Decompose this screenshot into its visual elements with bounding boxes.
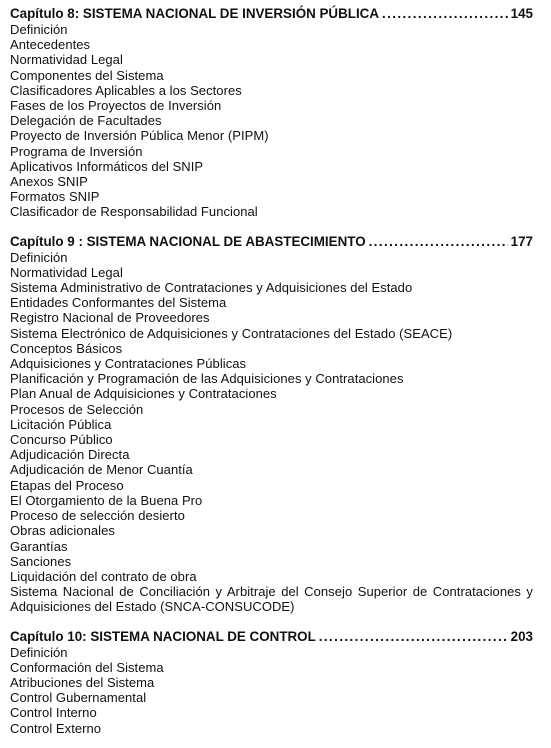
list-item: Planificación y Programación de las Adquisiciones y Contrataciones	[10, 371, 404, 387]
list-item: Proyecto de Inversión Pública Menor (PIPM)	[10, 128, 269, 144]
chapter-page-number: 145	[510, 6, 533, 21]
list-item: Liquidación del contrato de obra	[10, 568, 197, 584]
dot-leader	[319, 628, 508, 645]
list-item: Antecedentes	[10, 37, 91, 53]
list-item: Adquisiciones y Contrataciones Públicas	[10, 356, 247, 372]
list-item: Sanciones	[10, 553, 72, 569]
list-item: Registro Nacional de Proveedores	[10, 310, 210, 326]
list-item: Control Externo	[10, 720, 102, 736]
list-item: Concurso Público	[10, 432, 113, 448]
list-item: Normatividad Legal	[10, 264, 123, 280]
list-item: Control Gubernamental	[10, 690, 147, 706]
list-item: Entidades Conformantes del Sistema	[10, 295, 227, 311]
list-item: Clasificadores Aplicables a los Sectores	[10, 82, 242, 98]
list-item: Fases de los Proyectos de Inversión	[10, 98, 222, 114]
chapter-page-number: 203	[510, 628, 533, 644]
chapter-heading	[10, 233, 533, 250]
list-item: Atribuciones del Sistema	[10, 674, 155, 690]
list-item: Control Interno	[10, 705, 97, 721]
list-item: Normatividad Legal	[10, 52, 123, 68]
dot-leader	[369, 233, 508, 250]
list-item: Plan Anual de Adquisiciones y Contrataciones	[10, 386, 277, 402]
chapter-title: Capítulo 9 : SISTEMA NACIONAL DE ABASTECIMIENTO	[10, 233, 366, 249]
list-item: Garantías	[10, 538, 68, 554]
list-item: Procesos de Selección	[10, 401, 144, 417]
list-item: Conceptos Básicos	[10, 340, 123, 356]
list-item: Sistema Administrativo de Contrataciones y Adquisiciones del Estado	[10, 280, 413, 296]
list-item: Clasificador de Responsabilidad Funcional	[10, 204, 258, 220]
list-item: Definición	[10, 249, 68, 265]
list-item: El Otorgamiento de la Buena Pro	[10, 492, 203, 508]
chapter-10-section	[10, 628, 533, 736]
list-item: Definición	[10, 22, 68, 37]
chapter-title: Capítulo 10: SISTEMA NACIONAL DE CONTROL	[10, 628, 316, 644]
list-item: Aplicativos Informáticos del SNIP	[10, 158, 204, 174]
list-item: Adjudicación de Menor Cuantía	[10, 462, 193, 478]
list-item: Etapas del Proceso	[10, 477, 124, 493]
list-item: Obras adicionales	[10, 523, 115, 539]
chapter-items-list	[10, 645, 533, 736]
dot-leader	[382, 5, 508, 22]
list-item: Programa de Inversión	[10, 143, 143, 159]
chapter-page-number: 177	[510, 233, 533, 249]
chapter-title: Capítulo 8: SISTEMA NACIONAL DE INVERSIÓN PÚBLICA	[10, 6, 380, 21]
chapter-heading	[10, 5, 533, 22]
list-item: Licitación Pública	[10, 416, 112, 432]
list-item: Anexos SNIP	[10, 174, 88, 190]
list-item: Definición	[10, 644, 68, 660]
chapter-items-list	[10, 250, 533, 615]
chapter-8-section	[10, 5, 533, 220]
list-item: Formatos SNIP	[10, 189, 100, 205]
chapter-9-section	[10, 233, 533, 615]
list-item: Conformación del Sistema	[10, 659, 164, 675]
list-item: Adquisiciones del Estado (SNCA-CONSUCODE)	[10, 599, 295, 615]
list-item: Componentes del Sistema	[10, 67, 164, 83]
list-item: Sistema Nacional de Conciliación y Arbitraje del Consejo Superior de Contrataciones y	[10, 584, 533, 600]
chapter-items-list	[10, 22, 533, 220]
chapter-heading	[10, 628, 533, 645]
list-item: Delegación de Facultades	[10, 113, 162, 129]
list-item: Adjudicación Directa	[10, 447, 130, 463]
list-item: Proceso de selección desierto	[10, 508, 185, 524]
list-item: Sistema Electrónico de Adquisiciones y Contrataciones del Estado (SEACE)	[10, 325, 453, 341]
